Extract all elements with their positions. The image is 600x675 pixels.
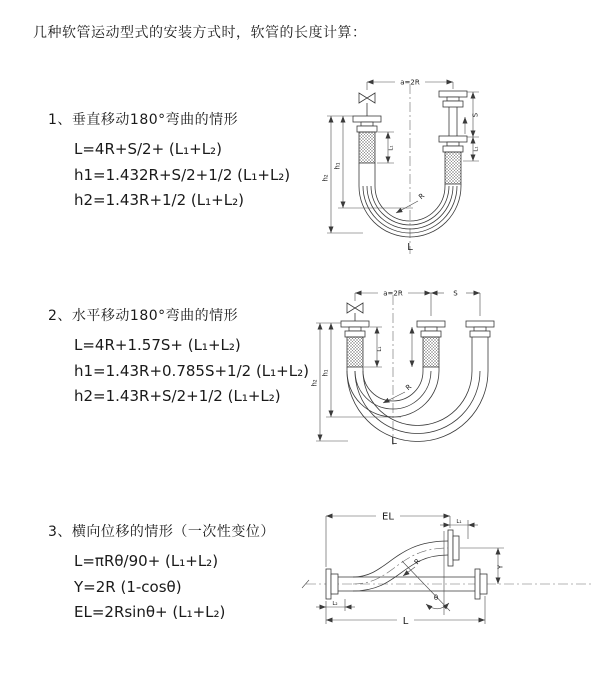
displaced-s-curve-hose [353, 530, 459, 591]
radius-callout [396, 192, 426, 213]
dim-label-y: Y [496, 564, 505, 570]
section-vertical-movement [48, 110, 290, 214]
dim-label-span: a=2R [400, 78, 420, 87]
dimension-stroke-right [463, 92, 480, 161]
middle-pipe-flange [417, 321, 445, 367]
dim-label-h2: h₂ [321, 174, 330, 182]
dim-label-conn-left: L₁ [377, 346, 383, 352]
dim-label-el: EL [382, 511, 394, 523]
dimension-conn-left [377, 132, 395, 163]
diagram-vertical-bend [315, 70, 587, 266]
diagram-lateral-displacement [298, 503, 600, 658]
dim-label-length: L [407, 242, 413, 253]
dimension-el [326, 512, 450, 568]
formula-line: L=4R+1.57S+ (L₁+L₂) [74, 336, 241, 354]
formula-line: h1=1.43R+0.785S+1/2 (L₁+L₂) [74, 361, 309, 380]
u-bend-hoses [347, 367, 488, 441]
radius-callout [383, 383, 413, 403]
dim-label-conn-left: L₂ [332, 601, 338, 607]
braided-hose-section [423, 337, 439, 367]
valve-icon [359, 93, 375, 116]
formula-list [48, 549, 275, 626]
horizontal-centerline [302, 580, 592, 588]
formula-line: L=4R+S/2+ (L₁+L₂) [74, 140, 222, 158]
left-pipe-flange [353, 116, 381, 163]
formula-line: h2=1.43R+S/2+1/2 (L₁+L₂) [74, 387, 281, 405]
dim-label-h2: h₂ [310, 379, 319, 387]
diagram-horizontal-bend [306, 283, 598, 461]
section-heading: 3、横向位移的情形（一次性变位） [48, 524, 275, 540]
dim-label-stroke: S [471, 112, 480, 118]
dim-label-span: a=2R [383, 289, 403, 298]
dim-label-h1: h₁ [333, 162, 342, 170]
dim-label-conn-left: L₁ [388, 145, 395, 151]
dim-label-h1: h₁ [321, 369, 330, 377]
formula-line: L=πRθ/90+ (L₁+L₂) [74, 552, 219, 570]
dim-label-conn-right: L₁ [473, 146, 480, 152]
dim-label-radius: R [412, 557, 423, 567]
section-horizontal-movement [48, 306, 309, 410]
dimension-stroke [431, 290, 480, 298]
dim-label-conn-top: L₁ [456, 519, 462, 525]
dim-label-radius: R [404, 382, 414, 393]
dimension-span-a2r [355, 290, 480, 317]
dim-label-radius: R [417, 191, 427, 202]
left-pipe-flange [341, 321, 369, 367]
page-title: 几种软管运动型式的安装方式时，软管的长度计算： [33, 25, 367, 41]
braided-hose-section [445, 152, 461, 184]
dimension-conn-left [316, 599, 355, 611]
braided-hose-section [359, 132, 375, 163]
formula-line: h2=1.43R+1/2 (L₁+L₂) [74, 191, 244, 209]
dimension-length [326, 596, 485, 627]
dim-label-length: L [391, 436, 397, 447]
section-heading: 1、垂直移动180°弯曲的情形 [48, 112, 239, 128]
braided-hose-section [347, 337, 363, 367]
formula-line: EL=2Rsinθ+ (L₁+L₂) [74, 603, 226, 621]
valve-icon [347, 303, 363, 321]
formula-list [48, 137, 290, 214]
section-heading: 2、水平移动180°弯曲的情形 [48, 308, 239, 324]
right-pipe-flanges [439, 91, 467, 184]
dimension-conn-left [364, 327, 383, 367]
dim-label-theta: θ [433, 594, 439, 602]
dim-label-length: L [402, 616, 409, 627]
dim-label-stroke: S [453, 289, 458, 298]
formula-line: h1=1.432R+S/2+1/2 (L₁+L₂) [74, 165, 291, 184]
formula-list [48, 333, 309, 410]
section-lateral-displacement [48, 522, 275, 626]
right-pipe-flange [466, 321, 494, 371]
formula-line: Y=2R (1-cosθ) [74, 577, 182, 596]
